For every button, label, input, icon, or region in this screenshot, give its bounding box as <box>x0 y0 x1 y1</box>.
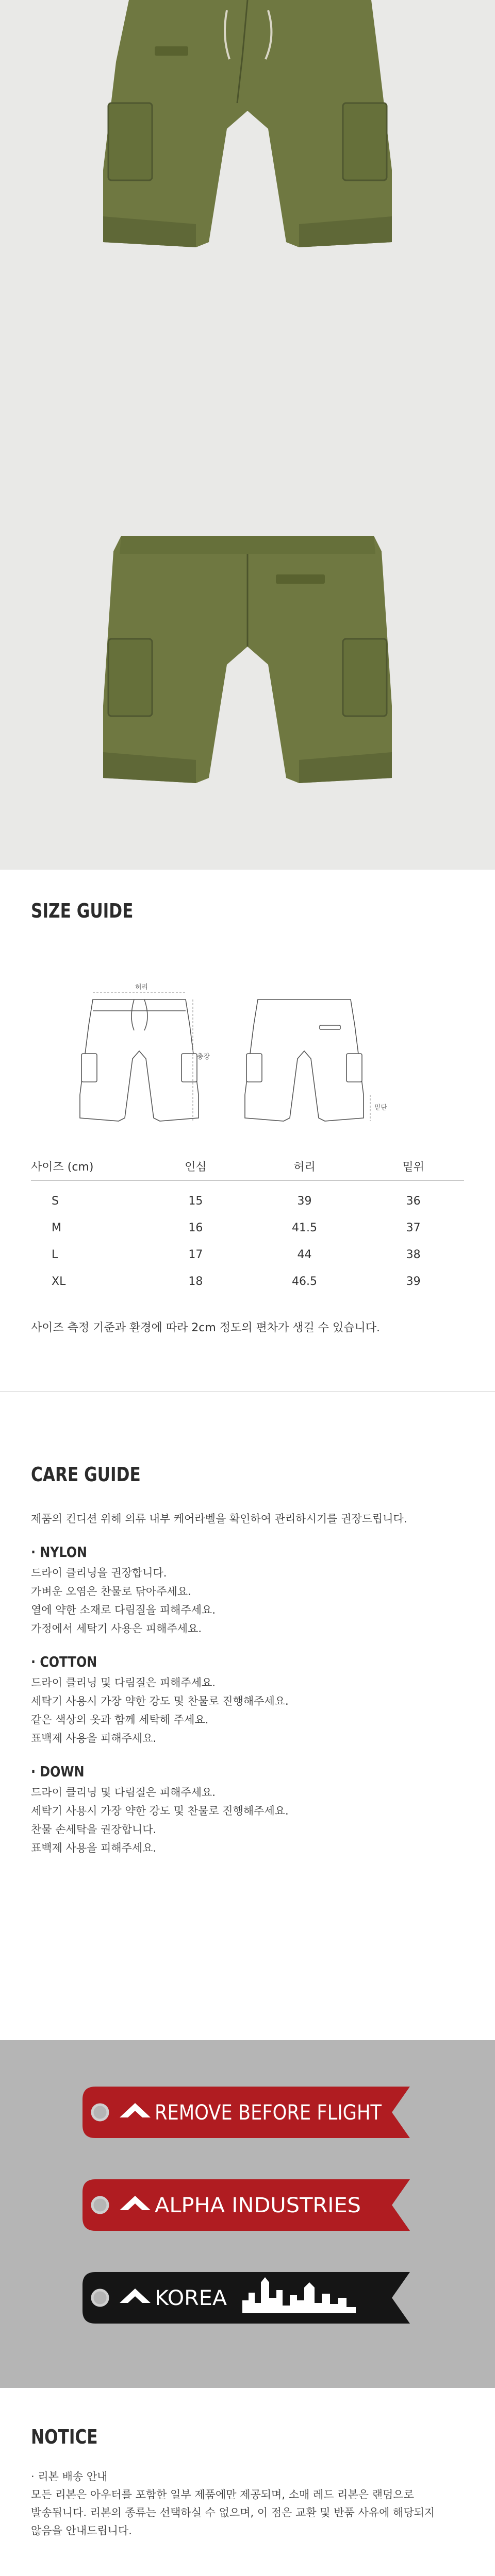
size-cell: 39 <box>406 1275 421 1288</box>
size-cell: 15 <box>188 1194 203 1208</box>
size-cell: S <box>52 1194 59 1208</box>
size-cell: 39 <box>297 1194 312 1208</box>
size-cell: L <box>52 1248 58 1261</box>
notice-line: 않음을 안내드립니다. <box>31 2524 132 2537</box>
tag-label: REMOVE BEFORE FLIGHT <box>155 2101 382 2125</box>
size-cell: 17 <box>188 1248 203 1261</box>
notice-line: · 리본 배송 안내 <box>31 2470 108 2483</box>
notice-title: NOTICE <box>31 2426 98 2448</box>
size-note: 사이즈 측정 기준과 환경에 따라 2cm 정도의 편차가 생길 수 있습니다. <box>31 1321 381 1334</box>
notice-line: 발송됩니다. 리본의 종류는 선택하실 수 없으며, 이 점은 교환 및 반품 사유에 해당되지 <box>31 2506 435 2519</box>
care-heading: · NYLON <box>31 1544 87 1561</box>
notice-body <box>31 2468 474 2540</box>
size-cell: 18 <box>188 1275 203 1288</box>
notice-line: 모든 리본은 아우터를 포함한 일부 제품에만 제공되며, 소매 레드 리본은 랜덤으로 <box>31 2488 414 2501</box>
size-cell: 46.5 <box>292 1275 317 1288</box>
size-cell: XL <box>52 1275 66 1288</box>
care-line: 드라이 클리닝 및 다림질은 피해주세요. <box>31 1786 216 1799</box>
length-label: 총장 <box>197 1053 210 1061</box>
size-cell: 16 <box>188 1221 203 1234</box>
product-photo-area <box>0 0 495 870</box>
care-line: 드라이 클리닝 및 다림질은 피해주세요. <box>31 1676 216 1689</box>
hem-label: 밑단 <box>374 1104 388 1112</box>
care-block-down <box>31 1763 474 1857</box>
care-line: 세탁기 사용시 가장 약한 강도 및 찬물로 진행해주세요. <box>31 1805 289 1817</box>
care-heading: · DOWN <box>31 1763 85 1780</box>
care-line: 찬물 손세탁을 권장합니다. <box>31 1823 157 1836</box>
care-line: 표백제 사용을 피해주세요. <box>31 1842 157 1854</box>
ribbon-tags-image <box>0 2040 495 2388</box>
size-table-header-row <box>31 1151 464 1181</box>
table-row <box>31 1241 464 1268</box>
product-photo-back <box>0 536 495 824</box>
care-guide-title: CARE GUIDE <box>31 1463 141 1486</box>
care-line: 드라이 클리닝을 권장합니다. <box>31 1567 167 1579</box>
care-intro: 제품의 컨디션 위해 의류 내부 케어라벨을 확인하여 관리하시기를 권장드립니다. <box>31 1513 407 1525</box>
ribbon-tag-korea <box>82 2272 410 2324</box>
care-line: 같은 색상의 옷과 함께 세탁해 주세요. <box>31 1714 209 1726</box>
table-row <box>31 1214 464 1241</box>
care-guide <box>31 1510 474 1873</box>
size-cell: 37 <box>406 1221 421 1234</box>
tag-label: ALPHA INDUSTRIES <box>155 2194 361 2217</box>
care-block-nylon <box>31 1544 474 1638</box>
care-heading: · COTTON <box>31 1653 97 1670</box>
size-table-header: 사이즈 (cm) <box>31 1151 145 1181</box>
size-cell: 41.5 <box>292 1221 317 1234</box>
section-divider <box>0 1391 495 1392</box>
size-guide-title: SIZE GUIDE <box>31 900 134 922</box>
ribbon-tag-alpha-industries <box>82 2179 410 2231</box>
care-line: 가벼운 오염은 찬물로 닦아주세요. <box>31 1585 191 1598</box>
size-table-header: 인심 <box>145 1151 246 1181</box>
care-line: 열에 약한 소재로 다림질을 피해주세요. <box>31 1604 216 1616</box>
care-block-cotton <box>31 1653 474 1748</box>
waist-label: 허리 <box>135 984 148 991</box>
size-cell: 38 <box>406 1248 421 1261</box>
care-line: 표백제 사용을 피해주세요. <box>31 1732 157 1744</box>
size-table-header: 밑위 <box>362 1151 464 1181</box>
product-photo-front <box>0 0 495 289</box>
care-line: 가정에서 세탁기 사용은 피해주세요. <box>31 1622 202 1635</box>
tag-label: KOREA <box>155 2286 227 2310</box>
size-cell: M <box>52 1221 61 1234</box>
table-row <box>31 1268 464 1295</box>
care-line: 세탁기 사용시 가장 약한 강도 및 찬물로 진행해주세요. <box>31 1695 289 1707</box>
size-cell: 36 <box>406 1194 421 1208</box>
size-table-header: 허리 <box>246 1151 362 1181</box>
size-table <box>31 1151 464 1295</box>
size-cell: 44 <box>297 1248 312 1261</box>
size-diagram <box>52 969 443 1139</box>
ribbon-tag-remove-before-flight <box>82 2087 410 2138</box>
table-row <box>31 1181 464 1215</box>
